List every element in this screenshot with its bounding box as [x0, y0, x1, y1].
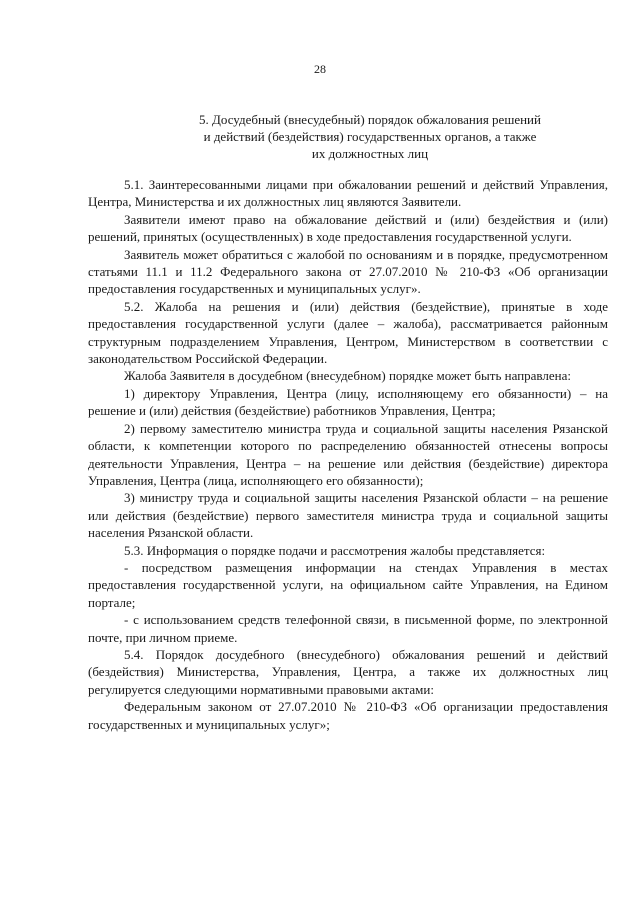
paragraph-5-2: 5.2. Жалоба на решения и (или) действия (бездействие), принятые в ходе предоставления государственной услуги (далее – жалоба), рассматривается районным структурным подразделением Управления, Центром, Министерством в соответствии с законодательством Российской Федерации.	[88, 298, 608, 367]
paragraph-federal-law: Федеральным законом от 27.07.2010 № 210-ФЗ «Об организации предоставления государственных и муниципальных услуг»;	[88, 699, 608, 732]
section-heading-line: 5. Досудебный (внесудебный) порядок обжалования решений	[199, 112, 541, 127]
list-item-1: 1) директору Управления, Центра (лицу, исполняющему его обязанности) – на решение и (или) действия (бездействие) работников Управления, Центра;	[88, 385, 608, 419]
page-number: 28	[314, 62, 326, 76]
paragraph-5-4: 5.4. Порядок досудебного (внесудебного) обжалования решений и действий (бездействия) Министерства, Управления, Центра, а также их должностных лиц регулируется следующими нормативными правовыми актами:	[88, 646, 608, 697]
paragraph-applicant-rights: Заявители имеют право на обжалование действий и (или) бездействия и (или) решений, принятых (осуществленных) в ходе предоставления государственной услуги.	[88, 211, 608, 245]
paragraph-5-3: 5.3. Информация о порядке подачи и рассмотрения жалобы представляется:	[124, 542, 546, 558]
section-heading-line: и действий (бездействия) государственных органов, а также	[203, 129, 537, 144]
section-heading	[120, 111, 620, 162]
paragraph-complaint-grounds: Заявитель может обратиться с жалобой по основаниям и в порядке, предусмотренном статьями 11.1 и 11.2 Федерального закона от 27.07.2010 № 210-ФЗ «Об организации предоставления государственных и муниципальных услуг».	[88, 246, 608, 297]
paragraph-complaint-addressees: Жалоба Заявителя в досудебном (внесудебном) порядке может быть направлена:	[124, 368, 571, 384]
document-body	[88, 176, 608, 733]
paragraph-5-1: 5.1. Заинтересованными лицами при обжаловании решений и действий Управления, Центра, Министерства и их должностных лиц являются Заявители.	[88, 177, 608, 210]
section-heading-line: их должностных лиц	[311, 146, 429, 161]
list-item-2: 2) первому заместителю министра труда и социальной защиты населения Рязанской области, к компетенции которого по распределению обязанностей отнесены вопросы деятельности Управления, Центра – на решение или действия (бездействие) директора Управления, Центра (лица, исполняющего его обязанности);	[88, 420, 608, 488]
list-item-3: 3) министру труда и социальной защиты населения Рязанской области – на решение или действия (бездействие) первого заместителя министра труда и социальной защиты населения Рязанской области.	[88, 490, 608, 541]
list-item-stands: - посредством размещения информации на стендах Управления в местах предоставления государственной услуги, на официальном сайте Управления, на Едином портале;	[88, 559, 608, 610]
list-item-phone: - с использованием средств телефонной связи, в письменной форме, по электронной почте, при личном приеме.	[88, 612, 608, 645]
